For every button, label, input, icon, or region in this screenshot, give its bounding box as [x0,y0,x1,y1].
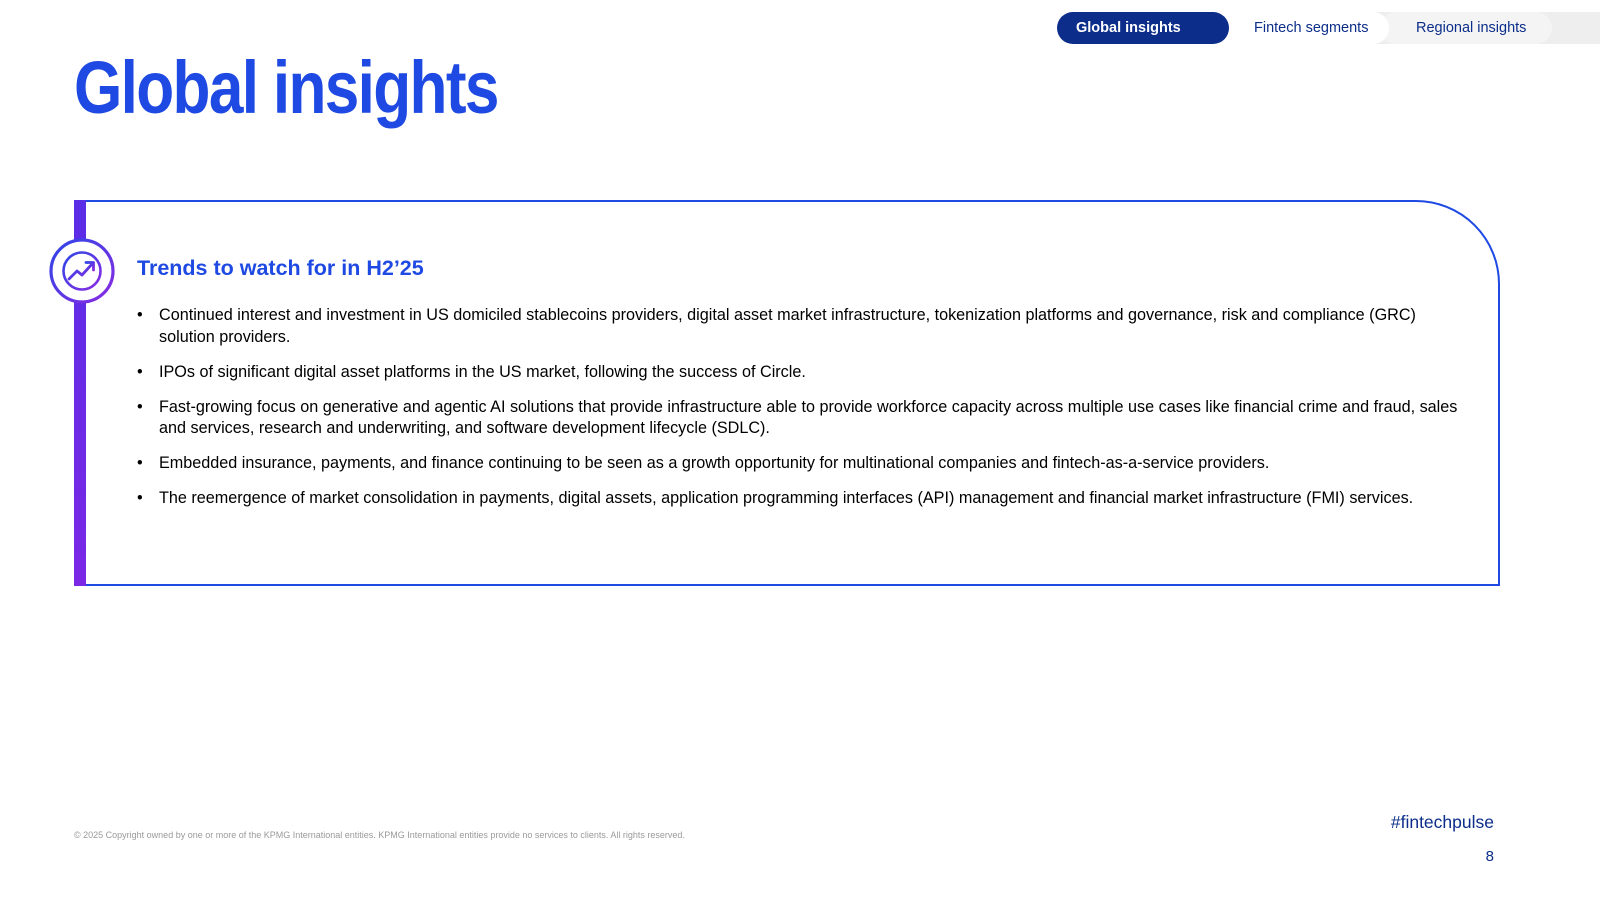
bullet-marker: • [137,397,143,416]
list-item [137,305,1467,348]
trends-list [137,305,1467,523]
list-item-text: Continued interest and investment in US domiciled stablecoins providers, digital asset market infrastructure, tokenization platforms and governance, risk and compliance (GRC) solution providers. [159,306,1416,346]
tab-fintech-segments[interactable] [1217,12,1389,44]
section-nav [1057,12,1600,44]
list-item [137,362,1467,384]
tab-global-insights[interactable]: Global insights [1057,12,1229,44]
list-item-text: Fast-growing focus on generative and agentic AI solutions that provide infrastructure able to provide workforce capacity across multiple use cases like financial crime and fraud, sales and services, research and underwriting, and software development lifecycle (SDLC). [159,397,1458,437]
list-item-text: IPOs of significant digital asset platforms in the US market, following the success of Circle. [159,362,806,381]
page-number: 8 [1485,848,1494,865]
copyright-notice: © 2025 Copyright owned by one or more of the KPMG International entities. KPMG International entities provide no services to clients. All rights reserved. [74,830,685,840]
card-heading: Trends to watch for in H2’25 [137,256,424,280]
page-title: Global insights [74,46,498,129]
hashtag-link[interactable]: #fintechpulse [1390,812,1494,832]
list-item [137,488,1467,510]
bullet-marker: • [137,362,143,381]
list-item [137,397,1467,440]
bullet-marker: • [137,489,143,507]
trend-up-icon [49,238,115,304]
list-item [137,453,1467,475]
list-item-text: Embedded insurance, payments, and finance continuing to be seen as a growth opportunity for multinational companies and fintech-as-a-service providers. [159,454,1270,472]
bullet-marker: • [137,306,143,324]
tab-fintech-segments-label: Fintech segments [1254,20,1369,36]
tab-regional-insights[interactable]: Regional insights [1380,12,1552,44]
list-item-text: The reemergence of market consolidation in payments, digital assets, application programming interfaces (API) management and financial market infrastructure (FMI) services. [159,489,1414,507]
bullet-marker: • [137,454,143,472]
